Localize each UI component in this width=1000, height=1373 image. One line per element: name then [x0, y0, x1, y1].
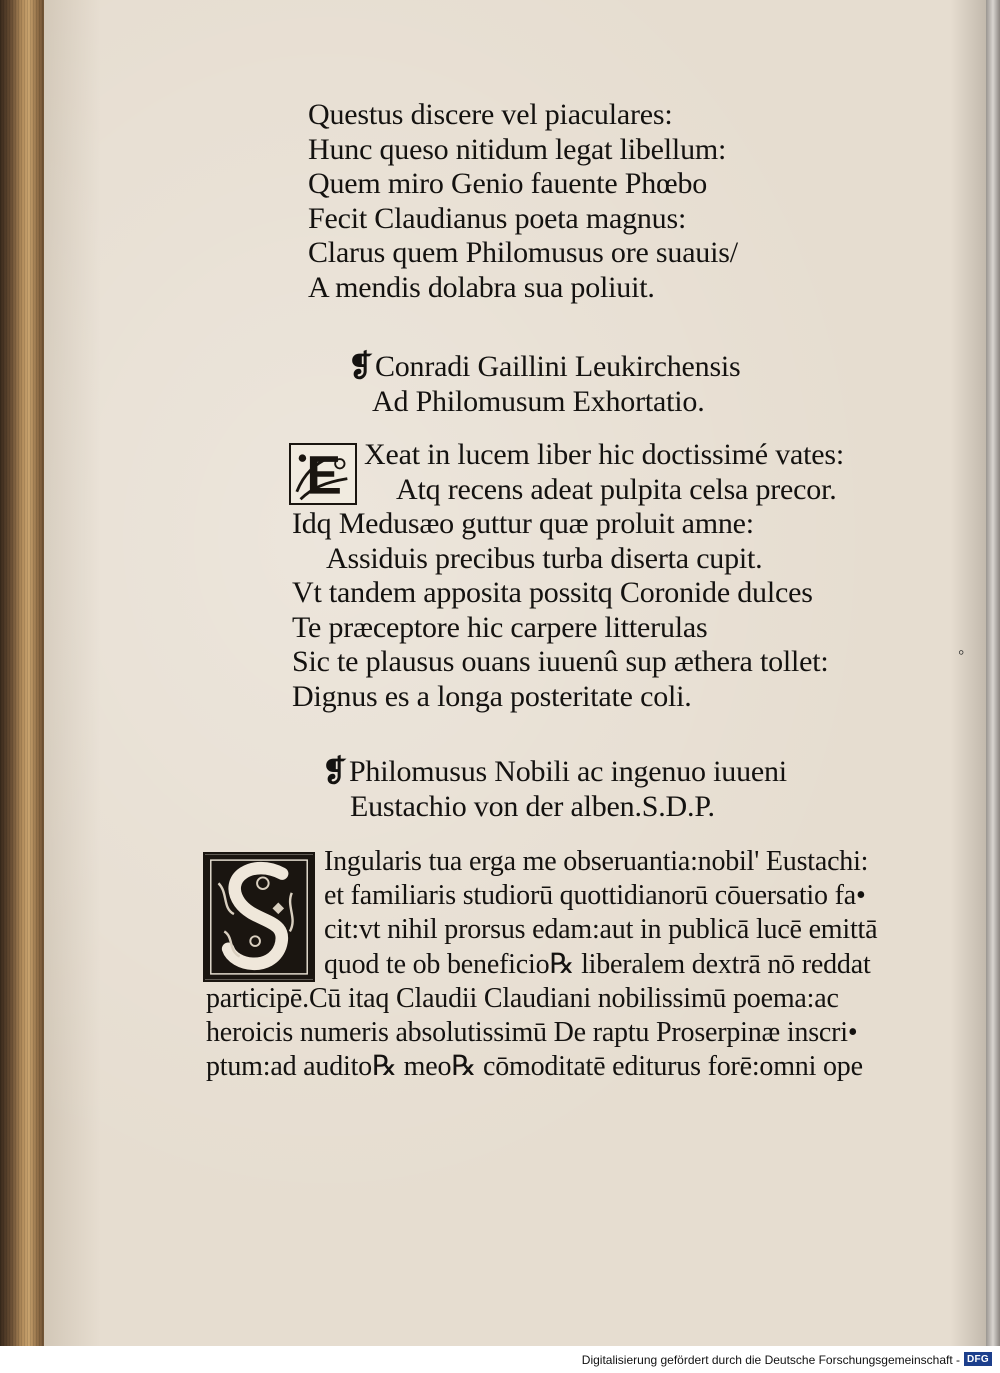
heading-text: Conradi Gaillini Leukirchensis: [374, 350, 741, 383]
verse-line: Vt tandem apposita possitq Coronide dulces: [292, 576, 813, 609]
margin-mark: ◦: [958, 642, 965, 662]
poem-line: Clarus quem Philomusus ore suauis/: [308, 236, 738, 269]
poem-line: Quem miro Genio fauente Phœbo: [308, 167, 708, 200]
letter-line: participē.Cū itaq Claudii Claudiani nobilissimū poema:ac: [206, 982, 839, 1014]
letter-line: et familiaris studiorū quottidianorū cōuersatio fa•: [324, 880, 866, 912]
heading-line: [348, 385, 741, 420]
verse-line: Atq recens adeat pulpita celsa precor.: [396, 472, 837, 506]
letter-line: cit:vt nihil prorsus edam:aut in publicā lucē emittā: [324, 914, 878, 946]
verse-line: Xeat in lucem liber hic doctissimé vates:: [364, 438, 844, 471]
heading-text: Eustachio von der alben.S.D.P.: [350, 789, 715, 823]
verse-line: Te præceptore hic carpere litterulas: [292, 610, 708, 644]
verse-line: Dignus es a longa posteritate coli.: [292, 679, 692, 713]
letter-line: quod te ob beneficio℞ liberalem dextrā nō reddat: [324, 948, 871, 980]
poem-line: Fecit Claudianus poeta magnus:: [308, 201, 687, 235]
heading-text: Philomusus Nobili ac ingenuo iuueni: [348, 755, 787, 788]
letter-line: heroicis numeris absolutissimū De raptu Proserpinæ inscri•: [206, 1016, 858, 1048]
poem-ending: [308, 98, 738, 305]
verse-line: Assiduis precibus turba diserta cupit.: [326, 541, 763, 575]
exhortatio-verses: [292, 438, 844, 714]
page-gutter-edge: [986, 0, 1000, 1346]
letter-line: ptum:ad audito℞ meo℞ cōmoditatē editurus forē:omni ope: [206, 1051, 863, 1083]
heading-line: [322, 790, 787, 825]
exhortatio-heading: [348, 350, 741, 419]
poem-line: A mendis dolabra sua poliuit.: [308, 270, 655, 304]
digitization-footer: [0, 1346, 1000, 1373]
heading-line: [322, 755, 787, 790]
pilcrow-mark: ❡: [348, 350, 373, 383]
verse-line: Idq Medusæo guttur quæ proluit amne:: [292, 507, 754, 540]
book-fore-edge: [0, 0, 48, 1346]
footer-credit: Digitalisierung gefördert durch die Deutsche Forschungsgemeinschaft -: [581, 1353, 960, 1367]
poem-line: Hunc queso nitidum legat libellum:: [308, 132, 727, 166]
letter-line: Ingularis tua erga me obseruantia:nobil' Eustachi:: [324, 846, 869, 877]
heading-text: Ad Philomusum Exhortatio.: [372, 384, 705, 418]
letter-body: [206, 845, 877, 1084]
pilcrow-mark: ❡: [322, 755, 347, 788]
poem-line: Questus discere vel piaculares:: [308, 98, 673, 131]
heading-line: [348, 350, 741, 385]
verse-line: Sic te plausus ouans iuuenû sup æthera tollet:: [292, 645, 829, 678]
letter-heading: [322, 755, 787, 824]
dfg-logo: DFG: [964, 1352, 992, 1366]
